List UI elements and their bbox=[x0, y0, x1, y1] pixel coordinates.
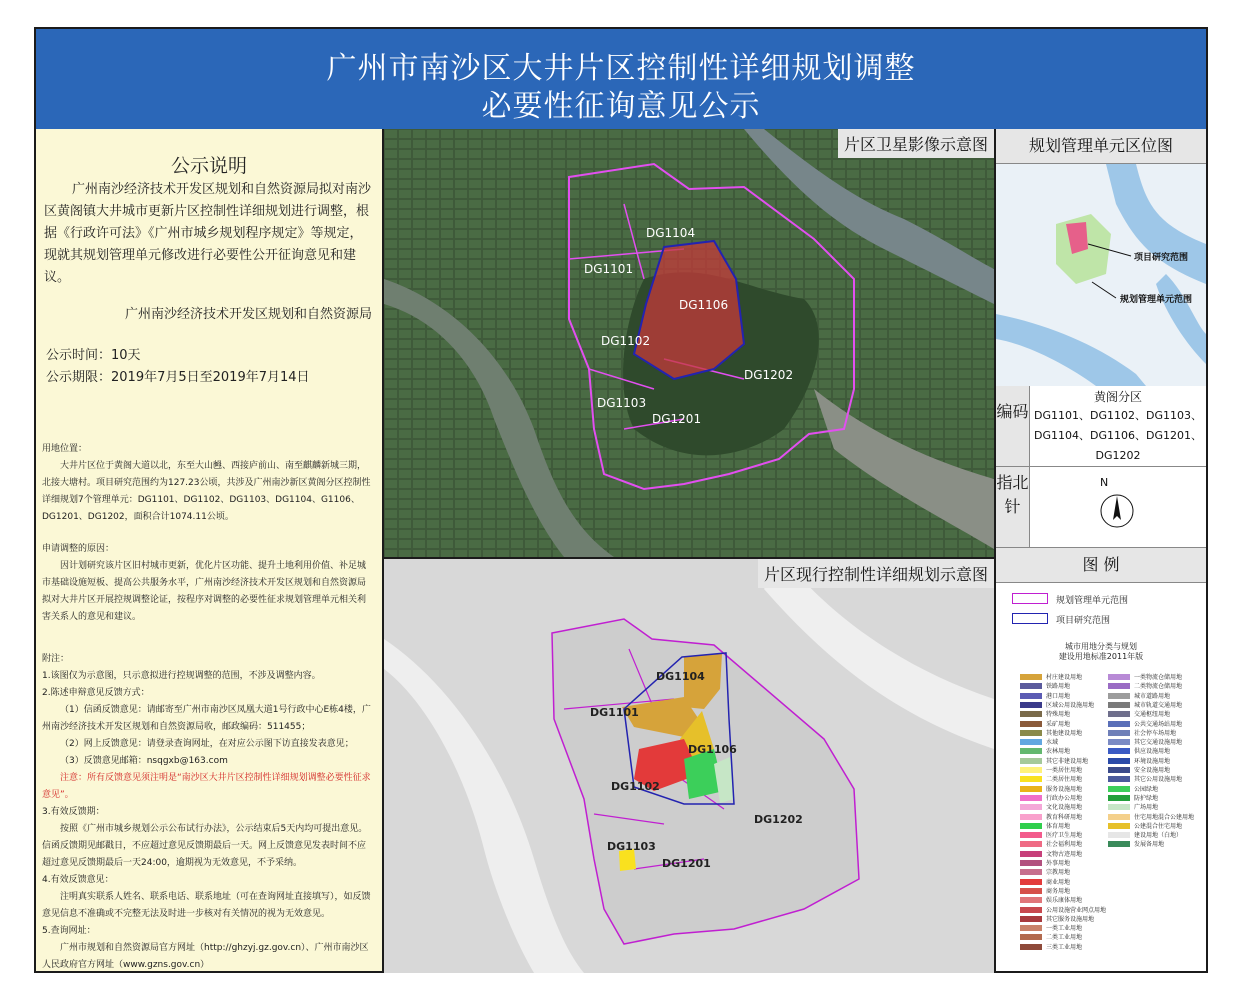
legend-label-right-16: 公建混合住宅用地 bbox=[1134, 822, 1183, 830]
legend-label-left-29: 三类工业用地 bbox=[1046, 943, 1083, 951]
legend-swatch-left-16 bbox=[1020, 823, 1042, 829]
notice-period: 公示时间：10天 bbox=[46, 348, 141, 363]
legend-swatch-left-5 bbox=[1020, 721, 1042, 727]
legend-label-right-18: 发展备用地 bbox=[1134, 841, 1165, 849]
right-column bbox=[994, 129, 1206, 971]
location-heading: 用地位置： bbox=[42, 444, 88, 454]
legend-label-right-1: 二类物流仓储用地 bbox=[1134, 683, 1183, 691]
legend-label-left-19: 文物古迹用地 bbox=[1046, 850, 1083, 858]
legend-swatch-left-14 bbox=[1020, 804, 1042, 810]
legend-swatch-left-3 bbox=[1020, 702, 1042, 708]
plan-label-dg1101: DG1101 bbox=[590, 706, 639, 719]
legend-label-left-0: 村庄建设用地 bbox=[1046, 674, 1083, 681]
reason-heading: 申请调整的原因： bbox=[42, 544, 115, 554]
unit-range-label: 规划管理单元范围 bbox=[1120, 295, 1193, 305]
legend-project-swatch bbox=[1012, 613, 1048, 624]
legend-project-label: 项目研究范围 bbox=[1056, 616, 1111, 626]
legend-label-right-2: 城市道路用地 bbox=[1134, 692, 1171, 700]
plan-label-dg1201: DG1201 bbox=[662, 857, 711, 870]
title-line-2: 必要性征询意见公示 bbox=[481, 89, 761, 124]
legend-swatch-left-1 bbox=[1020, 683, 1042, 689]
plan-label-dg1106: DG1106 bbox=[688, 743, 737, 756]
legend-swatch-left-24 bbox=[1020, 897, 1042, 903]
current-plan-graphic bbox=[384, 559, 994, 973]
legend-label-left-27: 一类工业用地 bbox=[1046, 925, 1083, 933]
notice-heading: 公示说明 bbox=[170, 155, 247, 177]
legend-swatch-left-2 bbox=[1020, 693, 1042, 699]
legend-label-left-14: 文化设施用地 bbox=[1046, 804, 1083, 812]
legend-swatch-left-13 bbox=[1020, 795, 1042, 801]
legend-swatch-right-6 bbox=[1108, 730, 1130, 736]
legend-label-left-26: 其它服务设施用地 bbox=[1046, 915, 1095, 923]
legend-label-left-7: 水域 bbox=[1046, 739, 1059, 747]
legend-swatch-left-0 bbox=[1020, 674, 1042, 680]
legend-label-right-0: 一类物流仓储用地 bbox=[1134, 674, 1183, 681]
legend-swatch-left-19 bbox=[1020, 851, 1042, 857]
legend-title: 图 例 bbox=[996, 547, 1206, 583]
legend-swatch-right-12 bbox=[1108, 786, 1130, 792]
appendix-3: 3.有效反馈期： bbox=[42, 807, 105, 817]
legend-label-right-13: 防护绿地 bbox=[1134, 794, 1159, 802]
sat-label-dg1202: DG1202 bbox=[744, 368, 794, 382]
legend-swatch-right-13 bbox=[1108, 795, 1130, 801]
legend-label-left-22: 商业用地 bbox=[1046, 878, 1071, 886]
legend-swatch-left-7 bbox=[1020, 739, 1042, 745]
appendix-3-1: 按照《广州市城乡规划公示公布试行办法》，公示结束后5天内均可提出意见。信函反馈期见邮戳日，不应超过意见反馈期最后一天。网上反馈意见发表时间不应超过意见反馈期最后一天24:00，逾期视为无效意见，不予采纳。 bbox=[42, 824, 368, 868]
legend-swatch-left-26 bbox=[1020, 916, 1042, 922]
legend-label-left-25: 公用设施营业网点用地 bbox=[1046, 906, 1107, 914]
legend-swatch-left-21 bbox=[1020, 869, 1042, 875]
legend-label-left-2: 港口用地 bbox=[1046, 692, 1071, 700]
sat-label-dg1201: DG1201 bbox=[652, 412, 702, 426]
legend-label-left-18: 社会福利用地 bbox=[1046, 841, 1083, 849]
legend-label-left-11: 二类居住用地 bbox=[1046, 776, 1083, 784]
legend-swatch-right-18 bbox=[1108, 841, 1130, 847]
legend-unit-swatch bbox=[1012, 593, 1048, 604]
legend-label-right-11: 其它公用设施用地 bbox=[1134, 776, 1183, 784]
legend-swatch-right-16 bbox=[1108, 823, 1130, 829]
legend-swatch-right-2 bbox=[1108, 693, 1130, 699]
legend-swatch-left-29 bbox=[1020, 944, 1042, 950]
satellite-map bbox=[384, 129, 994, 557]
legend-label-left-12: 服务设施用地 bbox=[1046, 785, 1083, 793]
legend-swatch-left-12 bbox=[1020, 786, 1042, 792]
legend-label-left-10: 一类居住用地 bbox=[1046, 767, 1083, 774]
current-plan-map bbox=[384, 557, 994, 973]
legend-label-right-6: 社会停车场用地 bbox=[1134, 729, 1177, 737]
appendix-4: 4.有效反馈意见： bbox=[42, 875, 114, 885]
legend-swatch-left-11 bbox=[1020, 776, 1042, 782]
legend-swatch-left-6 bbox=[1020, 730, 1042, 736]
legend-label-left-4: 特殊用地 bbox=[1046, 711, 1071, 719]
location-map-title: 规划管理单元区位图 bbox=[996, 129, 1206, 164]
legend-label-right-17: 建设用地（白地） bbox=[1134, 832, 1183, 840]
satellite-map-graphic bbox=[384, 129, 994, 557]
current-plan-title: 片区现行控制性详细规划示意图 bbox=[758, 559, 994, 588]
legend-label-right-7: 其它交通设施用地 bbox=[1134, 739, 1183, 747]
title-banner bbox=[36, 29, 1206, 131]
legend-swatch-right-10 bbox=[1108, 767, 1130, 773]
legend-swatch-right-1 bbox=[1108, 683, 1130, 689]
legend-label-left-21: 宗教用地 bbox=[1046, 869, 1071, 877]
legend-label-left-15: 教育科研用地 bbox=[1046, 813, 1083, 821]
legend-label-right-14: 广场用地 bbox=[1134, 804, 1159, 812]
notice-dates: 公示期限：2019年7月5日至2019年7月14日 bbox=[46, 370, 310, 385]
legend-unit-label: 规划管理单元范围 bbox=[1056, 596, 1129, 606]
legend-swatch-left-27 bbox=[1020, 925, 1042, 931]
legend-label-left-13: 行政办公用地 bbox=[1046, 794, 1083, 802]
legend-label-left-5: 采矿用地 bbox=[1046, 720, 1071, 728]
notice-intro: 广州南沙经济技术开发区规划和自然资源局拟对南沙区黄阁镇大井城市更新片区控制性详细规划进行调整，根据《行政许可法》《广州市城乡规划程序规定》等规定，现就其规划管理单元修改进行必要性公开征询意见和建议。 bbox=[44, 182, 372, 285]
sat-label-dg1104: DG1104 bbox=[646, 226, 696, 240]
legend-label-left-8: 农林用地 bbox=[1046, 748, 1071, 756]
legend-swatch-left-23 bbox=[1020, 888, 1042, 894]
appendix-5-1: 广州市规划和自然资源局官方网址（http://ghzyj.gz.gov.cn）、广州市南沙区人民政府官方网址（www.gzns.gov.cn） bbox=[42, 943, 369, 970]
legend-std-title-1: 城市用地分类与规划 bbox=[1065, 642, 1137, 651]
project-range-label: 项目研究范围 bbox=[1134, 253, 1189, 263]
legend-swatch-right-11 bbox=[1108, 776, 1130, 782]
plan-label-dg1202: DG1202 bbox=[754, 813, 803, 826]
location-map-graphic bbox=[996, 164, 1206, 386]
legend-swatch-left-10 bbox=[1020, 767, 1042, 773]
legend-swatch-left-22 bbox=[1020, 879, 1042, 885]
legend-label-right-4: 交通枢纽用地 bbox=[1134, 711, 1171, 719]
legend-swatch-right-14 bbox=[1108, 804, 1130, 810]
appendix-2-3: （3）反馈意见邮箱：nsqgxb@163.com bbox=[60, 756, 228, 766]
legend-label-left-24: 娱乐康体用地 bbox=[1046, 897, 1083, 905]
legend-swatch-right-3 bbox=[1108, 702, 1130, 708]
appendix-4-1: 注明真实联系人姓名、联系电话、联系地址（可在查询网址直接填写），如反馈意见信息不准确或不完整无法及时进一步核对有关情况的视为无效意见。 bbox=[42, 892, 371, 919]
legend-swatch-left-25 bbox=[1020, 907, 1042, 913]
appendix-2-2: （2）网上反馈意见：请登录查询网址，在对应公示图下访直接发表意见； bbox=[60, 739, 354, 749]
legend-label-right-9: 环境设施用地 bbox=[1134, 757, 1171, 765]
code-label: 编码 bbox=[996, 386, 1030, 466]
sat-label-dg1103: DG1103 bbox=[597, 396, 647, 410]
legend-swatch-right-0 bbox=[1108, 674, 1130, 680]
north-arrow-icon bbox=[1100, 494, 1134, 528]
sat-label-dg1106: DG1106 bbox=[679, 298, 729, 312]
location-section bbox=[42, 441, 374, 526]
legend-swatch-right-4 bbox=[1108, 711, 1130, 717]
legend-label-left-9: 其它非建设用地 bbox=[1046, 757, 1089, 765]
legend-swatch-left-17 bbox=[1020, 832, 1042, 838]
appendix-heading: 附注： bbox=[42, 654, 70, 664]
legend-swatch-right-9 bbox=[1108, 758, 1130, 764]
code-district: 黄阁分区 bbox=[1093, 390, 1142, 404]
legend-label-right-15: 住宅用地混合公建用地 bbox=[1134, 813, 1195, 821]
legend-swatch-left-28 bbox=[1020, 934, 1042, 940]
legend-label-left-1: 铁路用地 bbox=[1046, 683, 1071, 691]
legend-swatch-left-20 bbox=[1020, 860, 1042, 866]
plan-label-dg1104: DG1104 bbox=[656, 670, 705, 683]
legend-label-left-23: 商务用地 bbox=[1046, 887, 1071, 895]
legend-label-left-20: 外事用地 bbox=[1046, 860, 1071, 867]
legend-swatch-left-15 bbox=[1020, 814, 1042, 820]
legend-label-right-10: 安全设施用地 bbox=[1134, 767, 1171, 774]
appendix-section bbox=[42, 651, 374, 974]
legend-label-right-12: 公园绿地 bbox=[1134, 785, 1159, 793]
reason-section bbox=[42, 541, 374, 626]
plan-label-dg1102: DG1102 bbox=[611, 780, 660, 793]
appendix-2-1: （1）信函反馈意见：请邮寄至广州市南沙区凤凰大道1号行政中心E栋4楼，广州南沙经济技术开发区规划和自然资源局收，邮政编码：511455； bbox=[42, 705, 371, 732]
legend-label-left-17: 医疗卫生用地 bbox=[1046, 832, 1083, 840]
legend-label-left-16: 体育用地 bbox=[1046, 822, 1071, 830]
poster-frame bbox=[34, 27, 1208, 973]
legend-swatch-left-18 bbox=[1020, 841, 1042, 847]
legend-label-left-3: 区域公用设施用地 bbox=[1046, 701, 1095, 709]
appendix-2: 2.陈述申辩意见反馈方式： bbox=[42, 688, 150, 698]
legend-swatch-left-9 bbox=[1020, 758, 1042, 764]
legend-swatch-right-8 bbox=[1108, 748, 1130, 754]
legend-swatch-left-8 bbox=[1020, 748, 1042, 754]
notice-time bbox=[46, 345, 310, 389]
legend-swatch-right-15 bbox=[1108, 814, 1130, 820]
sat-label-dg1101: DG1101 bbox=[584, 262, 634, 276]
legend-swatch-right-7 bbox=[1108, 739, 1130, 745]
reason-text: 因计划研究该片区旧村城市更新，优化片区功能、提升土地利用价值、补足城市基础设施短板、提高公共服务水平，广州南沙经济技术开发区规划和自然资源局拟对大井片区开展控规调整论证，按程序对调整的必要性征求规划管理单元相关利害关系人的意见和建议。 bbox=[42, 561, 367, 622]
legend-swatch-right-17 bbox=[1108, 832, 1130, 838]
location-text: 大井片区位于黄阁大道以北，东至大山乸、西接庐前山、南至麒麟新城三期，北接大塘村。项目研究范围约为127.23公顷，共涉及广州南沙新区黄阁分区控制性详细规划7个管理单元：DG1101、DG1102、DG1103、DG1104、G1106、DG1201、DG1202，面积合计1074.11公顷。 bbox=[42, 461, 371, 522]
legend-label-left-28: 二类工业用地 bbox=[1046, 934, 1083, 942]
legend-label-left-6: 其他建设用地 bbox=[1046, 729, 1083, 737]
sat-label-dg1102: DG1102 bbox=[601, 334, 651, 348]
title-line-1: 广州市南沙区大井片区控制性详细规划调整 bbox=[326, 51, 916, 86]
north-letter: N bbox=[1100, 476, 1109, 489]
north-label: 指北针 bbox=[996, 467, 1030, 547]
legend-std-title-2: 建设用地标准2011年版 bbox=[1058, 652, 1144, 661]
legend-swatch-left-4 bbox=[1020, 711, 1042, 717]
appendix-1: 1.该图仅为示意图，只示意拟进行控规调整的范围，不涉及调整内容。 bbox=[42, 671, 321, 681]
location-map bbox=[996, 164, 1206, 386]
legend-label-right-5: 公共交通场站用地 bbox=[1134, 720, 1183, 728]
legend-label-right-3: 城市轨道交通用地 bbox=[1134, 701, 1183, 709]
notice-panel bbox=[36, 129, 384, 971]
legend-label-right-8: 供应设施用地 bbox=[1134, 748, 1171, 756]
plan-label-dg1103: DG1103 bbox=[607, 840, 656, 853]
satellite-map-title: 片区卫星影像示意图 bbox=[838, 129, 994, 158]
appendix-2-note: 注意：所有反馈意见须注明是“南沙区大井片区控制性详细规划调整必要性征求意见”。 bbox=[42, 773, 371, 800]
notice-agency: 广州南沙经济技术开发区规划和自然资源局 bbox=[124, 307, 372, 322]
code-values: DG1101、DG1102、DG1103、DG1104、DG1106、DG1201、DG1202 bbox=[1034, 409, 1202, 462]
legend-swatch-right-5 bbox=[1108, 721, 1130, 727]
appendix-5: 5.查询网址： bbox=[42, 926, 96, 936]
